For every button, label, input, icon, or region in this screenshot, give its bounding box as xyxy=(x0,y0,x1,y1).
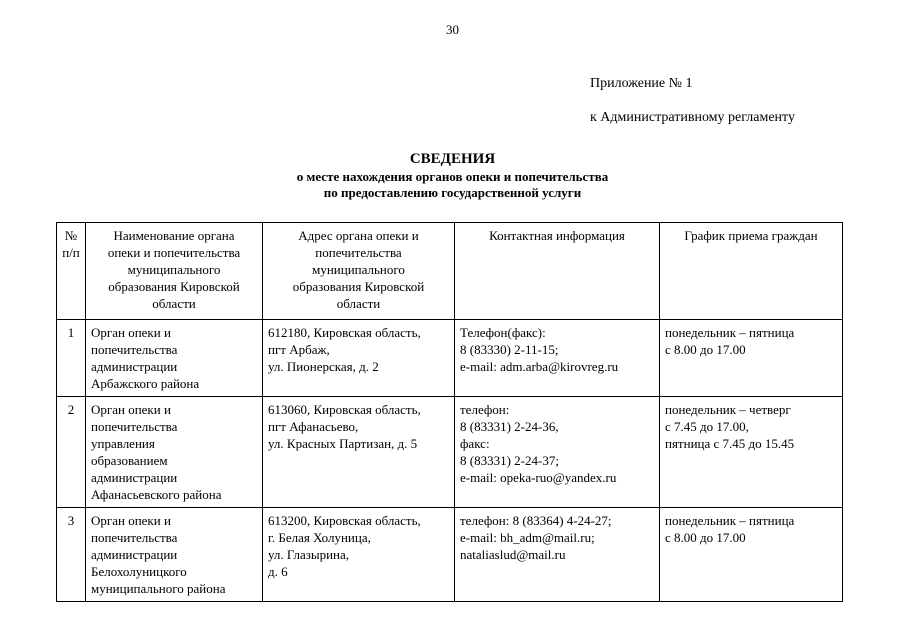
cell-text-line: понедельник – пятница xyxy=(665,513,795,528)
table-row xyxy=(57,508,843,602)
cell-text-line: пгт Арбаж, xyxy=(268,342,330,357)
cell-text-line: Контактная информация xyxy=(489,228,625,243)
cell-text-line: попечительства xyxy=(91,419,178,434)
heading-title: СВЕДЕНИЯ xyxy=(409,151,496,167)
cell-text-line: области xyxy=(152,296,196,311)
cell-text-line: с 8.00 до 17.00 xyxy=(665,342,746,357)
cell-text-line: телефон: 8 (83364) 4-24-27; xyxy=(460,513,612,528)
organ-name xyxy=(86,508,263,602)
cell-text-line: пятница с 7.45 до 15.45 xyxy=(665,436,795,451)
cell-text-line: График приема граждан xyxy=(684,228,818,243)
cell-text-line: Орган опеки и xyxy=(91,325,171,340)
cell-text-line: муниципального xyxy=(127,262,221,277)
header-contacts xyxy=(455,223,660,320)
page-number: 30 xyxy=(446,22,459,37)
cell-text-line: № xyxy=(64,228,78,243)
appendix-title: Приложение № 1 xyxy=(590,76,693,91)
cell-text-line: Орган опеки и xyxy=(91,402,171,417)
cell-text-line: пгт Афанасьево, xyxy=(268,419,359,434)
cell-text-line: Белохолуницкого xyxy=(91,564,187,579)
cell-text-line: попечительства xyxy=(315,245,402,260)
table-row xyxy=(57,320,843,397)
organ-address xyxy=(263,397,455,508)
table-row xyxy=(57,397,843,508)
reception-schedule xyxy=(660,320,843,397)
row-number: 3 xyxy=(57,508,86,602)
organ-address xyxy=(263,320,455,397)
cell-text-line: ул. Пионерская, д. 2 xyxy=(268,359,379,374)
cell-text-line: администрации xyxy=(91,359,178,374)
cell-text-line: e-mail: opeka-ruo@yandex.ru xyxy=(460,470,617,485)
document-heading xyxy=(0,150,905,201)
cell-text-line: 8 (83331) 2-24-36, xyxy=(460,419,559,434)
cell-text-line: с 7.45 до 17.00, xyxy=(665,419,749,434)
cell-text-line: Арбажского района xyxy=(91,376,200,391)
cell-text-line: попечительства xyxy=(91,342,178,357)
cell-text-line: 8 (83331) 2-24-37; xyxy=(460,453,559,468)
cell-text-line: г. Белая Холуница, xyxy=(268,530,371,545)
cell-text-line: п/п xyxy=(62,245,80,260)
cell-text-line: образования Кировской xyxy=(108,279,240,294)
cell-text-line: факс: xyxy=(460,436,490,451)
cell-text-line: Афанасьевского района xyxy=(91,487,222,502)
organ-address xyxy=(263,508,455,602)
row-number: 1 xyxy=(57,320,86,397)
cell-text-line: 8 (83330) 2-11-15; xyxy=(460,342,559,357)
header-organ-name xyxy=(86,223,263,320)
appendix-reference: к Административному регламенту xyxy=(590,110,795,125)
header-address xyxy=(263,223,455,320)
cell-text-line: образования Кировской xyxy=(292,279,425,294)
cell-text-line: попечительства xyxy=(91,530,178,545)
cell-text-line: образованием xyxy=(91,453,168,468)
cell-text-line: понедельник – пятница xyxy=(665,325,795,340)
cell-text-line: e-mail: adm.arba@kirovreg.ru xyxy=(460,359,619,374)
cell-text-line: nataliaslud@mail.ru xyxy=(460,547,566,562)
cell-text-line: телефон: xyxy=(460,402,510,417)
cell-text-line: 613200, Кировская область, xyxy=(268,513,421,528)
heading-subtitle-line2: по предоставлению государственной услуги xyxy=(323,185,582,200)
cell-text-line: 613060, Кировская область, xyxy=(268,402,421,417)
cell-text-line: администрации xyxy=(91,470,178,485)
header-number xyxy=(57,223,86,320)
cell-text-line: 612180, Кировская область, xyxy=(268,325,421,340)
cell-text-line: управления xyxy=(91,436,155,451)
contact-info xyxy=(455,320,660,397)
organ-name xyxy=(86,320,263,397)
cell-text-line: администрации xyxy=(91,547,178,562)
cell-text-line: муниципального xyxy=(312,262,405,277)
cell-text-line: e-mail: bh_adm@mail.ru; xyxy=(460,530,595,545)
table-header-row xyxy=(57,223,843,320)
guardianship-offices-table xyxy=(56,222,843,602)
reception-schedule xyxy=(660,397,843,508)
cell-text-line: понедельник – четверг xyxy=(665,402,791,417)
cell-text-line: опеки и попечительства xyxy=(107,245,241,260)
cell-text-line: д. 6 xyxy=(268,564,288,579)
cell-text-line: области xyxy=(336,296,381,311)
contact-info xyxy=(455,397,660,508)
cell-text-line: с 8.00 до 17.00 xyxy=(665,530,746,545)
cell-text-line: ул. Красных Партизан, д. 5 xyxy=(268,436,418,451)
organ-name xyxy=(86,397,263,508)
row-number: 2 xyxy=(57,397,86,508)
cell-text-line: ул. Глазырина, xyxy=(268,547,350,562)
cell-text-line: Телефон(факс): xyxy=(460,325,546,340)
cell-text-line: Адрес органа опеки и xyxy=(298,228,419,243)
contact-info xyxy=(455,508,660,602)
reception-schedule xyxy=(660,508,843,602)
cell-text-line: муниципального района xyxy=(91,581,226,596)
heading-subtitle-line1: о месте нахождения органов опеки и попечительства xyxy=(296,169,609,184)
cell-text-line: Орган опеки и xyxy=(91,513,171,528)
cell-text-line: Наименование органа xyxy=(113,228,235,243)
header-schedule xyxy=(660,223,843,320)
